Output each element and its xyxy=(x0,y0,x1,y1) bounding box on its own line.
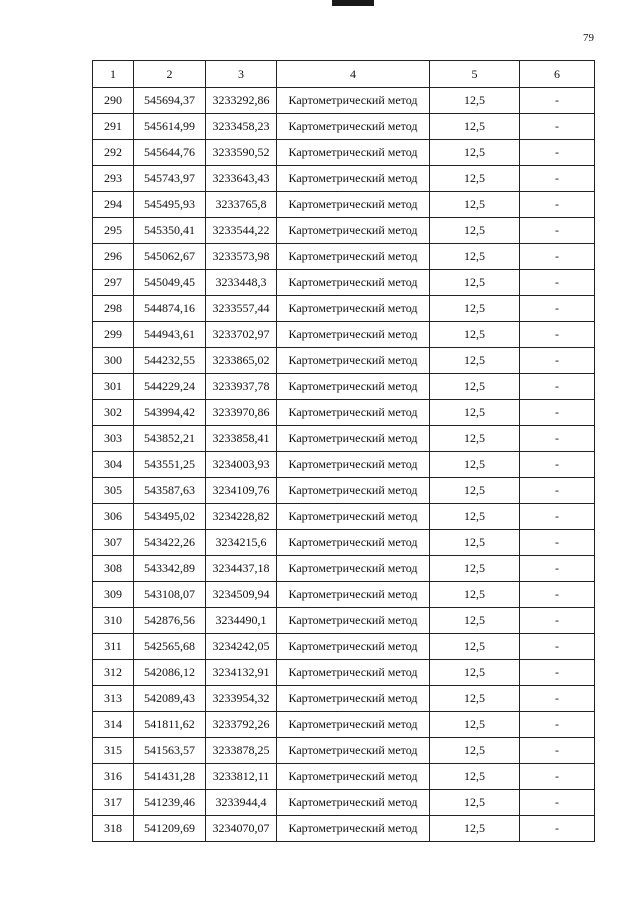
x-coordinate-cell: 545743,97 xyxy=(134,166,206,192)
method-cell: Картометрический метод xyxy=(277,686,430,712)
method-cell: Картометрический метод xyxy=(277,556,430,582)
accuracy-cell: 12,5 xyxy=(430,712,520,738)
table-body xyxy=(93,88,595,842)
note-cell: - xyxy=(520,140,595,166)
accuracy-cell: 12,5 xyxy=(430,270,520,296)
point-number-cell: 318 xyxy=(93,816,134,842)
x-coordinate-cell: 542086,12 xyxy=(134,660,206,686)
point-number-cell: 311 xyxy=(93,634,134,660)
x-coordinate-cell: 545062,67 xyxy=(134,244,206,270)
method-cell: Картометрический метод xyxy=(277,452,430,478)
y-coordinate-cell: 3233765,8 xyxy=(206,192,277,218)
x-coordinate-cell: 541239,46 xyxy=(134,790,206,816)
accuracy-cell: 12,5 xyxy=(430,504,520,530)
note-cell: - xyxy=(520,348,595,374)
column-header: 5 xyxy=(430,61,520,88)
point-number-cell: 305 xyxy=(93,478,134,504)
method-cell: Картометрический метод xyxy=(277,738,430,764)
point-number-cell: 297 xyxy=(93,270,134,296)
accuracy-cell: 12,5 xyxy=(430,452,520,478)
point-number-cell: 290 xyxy=(93,88,134,114)
note-cell: - xyxy=(520,582,595,608)
accuracy-cell: 12,5 xyxy=(430,374,520,400)
method-cell: Картометрический метод xyxy=(277,296,430,322)
page-number: 79 xyxy=(583,32,594,44)
accuracy-cell: 12,5 xyxy=(430,322,520,348)
note-cell: - xyxy=(520,816,595,842)
note-cell: - xyxy=(520,738,595,764)
y-coordinate-cell: 3234132,91 xyxy=(206,660,277,686)
note-cell: - xyxy=(520,296,595,322)
accuracy-cell: 12,5 xyxy=(430,556,520,582)
x-coordinate-cell: 541563,57 xyxy=(134,738,206,764)
x-coordinate-cell: 543342,89 xyxy=(134,556,206,582)
point-number-cell: 300 xyxy=(93,348,134,374)
y-coordinate-cell: 3234109,76 xyxy=(206,478,277,504)
accuracy-cell: 12,5 xyxy=(430,166,520,192)
note-cell: - xyxy=(520,530,595,556)
x-coordinate-cell: 544943,61 xyxy=(134,322,206,348)
method-cell: Картометрический метод xyxy=(277,192,430,218)
x-coordinate-cell: 542565,68 xyxy=(134,634,206,660)
table-row xyxy=(93,816,595,842)
table-row xyxy=(93,426,595,452)
table-row xyxy=(93,166,595,192)
note-cell: - xyxy=(520,192,595,218)
table-row xyxy=(93,582,595,608)
note-cell: - xyxy=(520,764,595,790)
point-number-cell: 295 xyxy=(93,218,134,244)
table-row xyxy=(93,348,595,374)
table-row xyxy=(93,790,595,816)
y-coordinate-cell: 3234228,82 xyxy=(206,504,277,530)
scan-artifact xyxy=(332,0,374,6)
x-coordinate-cell: 544229,24 xyxy=(134,374,206,400)
y-coordinate-cell: 3234509,94 xyxy=(206,582,277,608)
accuracy-cell: 12,5 xyxy=(430,400,520,426)
accuracy-cell: 12,5 xyxy=(430,218,520,244)
table-row xyxy=(93,660,595,686)
x-coordinate-cell: 542089,43 xyxy=(134,686,206,712)
point-number-cell: 317 xyxy=(93,790,134,816)
x-coordinate-cell: 543422,26 xyxy=(134,530,206,556)
y-coordinate-cell: 3233970,86 xyxy=(206,400,277,426)
accuracy-cell: 12,5 xyxy=(430,608,520,634)
method-cell: Картометрический метод xyxy=(277,478,430,504)
x-coordinate-cell: 543551,25 xyxy=(134,452,206,478)
x-coordinate-cell: 543587,63 xyxy=(134,478,206,504)
x-coordinate-cell: 543994,42 xyxy=(134,400,206,426)
table-row xyxy=(93,192,595,218)
method-cell: Картометрический метод xyxy=(277,322,430,348)
method-cell: Картометрический метод xyxy=(277,374,430,400)
table-row xyxy=(93,400,595,426)
accuracy-cell: 12,5 xyxy=(430,88,520,114)
point-number-cell: 296 xyxy=(93,244,134,270)
note-cell: - xyxy=(520,244,595,270)
point-number-cell: 291 xyxy=(93,114,134,140)
method-cell: Картометрический метод xyxy=(277,712,430,738)
y-coordinate-cell: 3233557,44 xyxy=(206,296,277,322)
accuracy-cell: 12,5 xyxy=(430,192,520,218)
method-cell: Картометрический метод xyxy=(277,764,430,790)
y-coordinate-cell: 3234242,05 xyxy=(206,634,277,660)
x-coordinate-cell: 543495,02 xyxy=(134,504,206,530)
method-cell: Картометрический метод xyxy=(277,634,430,660)
x-coordinate-cell: 541209,69 xyxy=(134,816,206,842)
table-row xyxy=(93,764,595,790)
table-row xyxy=(93,452,595,478)
point-number-cell: 312 xyxy=(93,660,134,686)
note-cell: - xyxy=(520,322,595,348)
note-cell: - xyxy=(520,556,595,582)
method-cell: Картометрический метод xyxy=(277,816,430,842)
note-cell: - xyxy=(520,374,595,400)
method-cell: Картометрический метод xyxy=(277,166,430,192)
table-row xyxy=(93,530,595,556)
x-coordinate-cell: 543852,21 xyxy=(134,426,206,452)
accuracy-cell: 12,5 xyxy=(430,478,520,504)
note-cell: - xyxy=(520,712,595,738)
table-row xyxy=(93,738,595,764)
table-row xyxy=(93,140,595,166)
point-number-cell: 315 xyxy=(93,738,134,764)
x-coordinate-cell: 545350,41 xyxy=(134,218,206,244)
note-cell: - xyxy=(520,218,595,244)
note-cell: - xyxy=(520,634,595,660)
column-header: 2 xyxy=(134,61,206,88)
x-coordinate-cell: 543108,07 xyxy=(134,582,206,608)
accuracy-cell: 12,5 xyxy=(430,634,520,660)
note-cell: - xyxy=(520,400,595,426)
method-cell: Картометрический метод xyxy=(277,348,430,374)
y-coordinate-cell: 3233573,98 xyxy=(206,244,277,270)
y-coordinate-cell: 3234070,07 xyxy=(206,816,277,842)
method-cell: Картометрический метод xyxy=(277,660,430,686)
accuracy-cell: 12,5 xyxy=(430,660,520,686)
note-cell: - xyxy=(520,608,595,634)
note-cell: - xyxy=(520,426,595,452)
table-row xyxy=(93,374,595,400)
point-number-cell: 310 xyxy=(93,608,134,634)
point-number-cell: 316 xyxy=(93,764,134,790)
y-coordinate-cell: 3233292,86 xyxy=(206,88,277,114)
y-coordinate-cell: 3233458,23 xyxy=(206,114,277,140)
point-number-cell: 309 xyxy=(93,582,134,608)
method-cell: Картометрический метод xyxy=(277,270,430,296)
accuracy-cell: 12,5 xyxy=(430,114,520,140)
y-coordinate-cell: 3233858,41 xyxy=(206,426,277,452)
table-header-row xyxy=(93,61,595,88)
note-cell: - xyxy=(520,660,595,686)
accuracy-cell: 12,5 xyxy=(430,816,520,842)
table-row xyxy=(93,504,595,530)
x-coordinate-cell: 541811,62 xyxy=(134,712,206,738)
column-header: 4 xyxy=(277,61,430,88)
table-row xyxy=(93,712,595,738)
table-row xyxy=(93,218,595,244)
x-coordinate-cell: 541431,28 xyxy=(134,764,206,790)
y-coordinate-cell: 3233865,02 xyxy=(206,348,277,374)
y-coordinate-cell: 3233544,22 xyxy=(206,218,277,244)
table-row xyxy=(93,322,595,348)
y-coordinate-cell: 3233643,43 xyxy=(206,166,277,192)
accuracy-cell: 12,5 xyxy=(430,244,520,270)
note-cell: - xyxy=(520,270,595,296)
point-number-cell: 301 xyxy=(93,374,134,400)
accuracy-cell: 12,5 xyxy=(430,764,520,790)
note-cell: - xyxy=(520,88,595,114)
x-coordinate-cell: 545614,99 xyxy=(134,114,206,140)
accuracy-cell: 12,5 xyxy=(430,530,520,556)
method-cell: Картометрический метод xyxy=(277,582,430,608)
column-header: 3 xyxy=(206,61,277,88)
point-number-cell: 302 xyxy=(93,400,134,426)
method-cell: Картометрический метод xyxy=(277,114,430,140)
table-row xyxy=(93,478,595,504)
method-cell: Картометрический метод xyxy=(277,790,430,816)
method-cell: Картометрический метод xyxy=(277,504,430,530)
point-number-cell: 298 xyxy=(93,296,134,322)
method-cell: Картометрический метод xyxy=(277,530,430,556)
note-cell: - xyxy=(520,686,595,712)
method-cell: Картометрический метод xyxy=(277,400,430,426)
x-coordinate-cell: 545644,76 xyxy=(134,140,206,166)
point-number-cell: 299 xyxy=(93,322,134,348)
method-cell: Картометрический метод xyxy=(277,140,430,166)
x-coordinate-cell: 545495,93 xyxy=(134,192,206,218)
accuracy-cell: 12,5 xyxy=(430,296,520,322)
y-coordinate-cell: 3234437,18 xyxy=(206,556,277,582)
y-coordinate-cell: 3234003,93 xyxy=(206,452,277,478)
table-row xyxy=(93,270,595,296)
table-row xyxy=(93,244,595,270)
note-cell: - xyxy=(520,114,595,140)
accuracy-cell: 12,5 xyxy=(430,426,520,452)
y-coordinate-cell: 3233937,78 xyxy=(206,374,277,400)
accuracy-cell: 12,5 xyxy=(430,348,520,374)
x-coordinate-cell: 545694,37 xyxy=(134,88,206,114)
x-coordinate-cell: 542876,56 xyxy=(134,608,206,634)
method-cell: Картометрический метод xyxy=(277,426,430,452)
y-coordinate-cell: 3233792,26 xyxy=(206,712,277,738)
table-row xyxy=(93,634,595,660)
y-coordinate-cell: 3233702,97 xyxy=(206,322,277,348)
point-number-cell: 304 xyxy=(93,452,134,478)
y-coordinate-cell: 3233812,11 xyxy=(206,764,277,790)
point-number-cell: 313 xyxy=(93,686,134,712)
y-coordinate-cell: 3233944,4 xyxy=(206,790,277,816)
method-cell: Картометрический метод xyxy=(277,88,430,114)
table-row xyxy=(93,114,595,140)
point-number-cell: 292 xyxy=(93,140,134,166)
table-row xyxy=(93,556,595,582)
point-number-cell: 308 xyxy=(93,556,134,582)
x-coordinate-cell: 544874,16 xyxy=(134,296,206,322)
y-coordinate-cell: 3233954,32 xyxy=(206,686,277,712)
y-coordinate-cell: 3233448,3 xyxy=(206,270,277,296)
note-cell: - xyxy=(520,790,595,816)
point-number-cell: 303 xyxy=(93,426,134,452)
accuracy-cell: 12,5 xyxy=(430,582,520,608)
note-cell: - xyxy=(520,166,595,192)
accuracy-cell: 12,5 xyxy=(430,790,520,816)
point-number-cell: 306 xyxy=(93,504,134,530)
note-cell: - xyxy=(520,478,595,504)
y-coordinate-cell: 3233590,52 xyxy=(206,140,277,166)
accuracy-cell: 12,5 xyxy=(430,738,520,764)
note-cell: - xyxy=(520,504,595,530)
x-coordinate-cell: 545049,45 xyxy=(134,270,206,296)
point-number-cell: 294 xyxy=(93,192,134,218)
point-number-cell: 314 xyxy=(93,712,134,738)
table-row xyxy=(93,686,595,712)
method-cell: Картометрический метод xyxy=(277,608,430,634)
y-coordinate-cell: 3234490,1 xyxy=(206,608,277,634)
column-header: 6 xyxy=(520,61,595,88)
method-cell: Картометрический метод xyxy=(277,218,430,244)
y-coordinate-cell: 3234215,6 xyxy=(206,530,277,556)
note-cell: - xyxy=(520,452,595,478)
table-row xyxy=(93,296,595,322)
point-number-cell: 307 xyxy=(93,530,134,556)
table-row xyxy=(93,88,595,114)
x-coordinate-cell: 544232,55 xyxy=(134,348,206,374)
accuracy-cell: 12,5 xyxy=(430,686,520,712)
table-row xyxy=(93,608,595,634)
coordinates-table xyxy=(92,60,595,842)
y-coordinate-cell: 3233878,25 xyxy=(206,738,277,764)
method-cell: Картометрический метод xyxy=(277,244,430,270)
accuracy-cell: 12,5 xyxy=(430,140,520,166)
point-number-cell: 293 xyxy=(93,166,134,192)
column-header: 1 xyxy=(93,61,134,88)
